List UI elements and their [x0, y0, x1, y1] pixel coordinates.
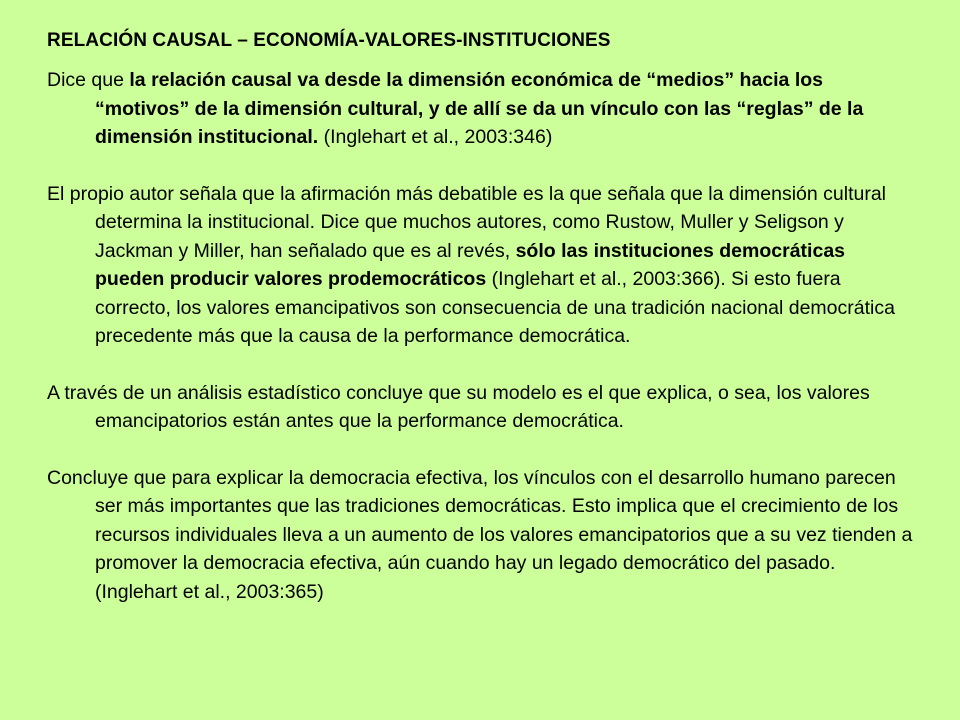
paragraph-statistical-analysis: A través de un análisis estadístico concluye que su modelo es el que explica, o sea, los valores emancipatorios están antes que la performance democrática. [47, 381, 870, 432]
slide-title: RELACIÓN CAUSAL – ECONOMÍA-VALORES-INSTITUCIONES [47, 30, 611, 51]
paragraph-2-bold: sólo las instituciones democráticas pueden producir valores prodemocráticos [95, 239, 846, 290]
paragraph-debatable-claim [47, 180, 917, 351]
paragraph-1-lead: Dice que [47, 69, 130, 91]
paragraph-1-citation: (Inglehart et al., 2003:346) [318, 126, 553, 148]
slide-content [47, 28, 917, 634]
paragraph-2-lead: El propio autor señala que la afirmación más debatible es la que señala que la dimensión cultural determina la institucional. Dice que muchos autores, como Rustow, Muller y Seligson y Jackman y Miller, han señalado que es al revés, [47, 182, 887, 262]
paragraph-1-bold: la relación causal va desde la dimensión económica de “medios” hacia los “motivos” de la dimensión cultural, y de allí se da un vínculo con las “reglas” de la dimensión institucional. [95, 69, 864, 148]
paragraph-causal-relation [47, 66, 917, 152]
paragraph-conclusion: Concluye que para explicar la democracia efectiva, los vínculos con el desarrollo humano parecen ser más importantes que las tradiciones democráticas. Esto implica que el crecimiento de los recursos individuales lleva a un aumento de los valores emancipatorios que a su vez tienden a promover la democracia efectiva, aún cuando hay un legado democrático del pasado. (Inglehart et al., 2003:365) [47, 466, 913, 603]
paragraph-2-tail: (Inglehart et al., 2003:366). Si esto fuera correcto, los valores emancipativos son consecuencia de una tradición nacional democrática precedente más que la causa de la performance democrática. [95, 268, 895, 347]
